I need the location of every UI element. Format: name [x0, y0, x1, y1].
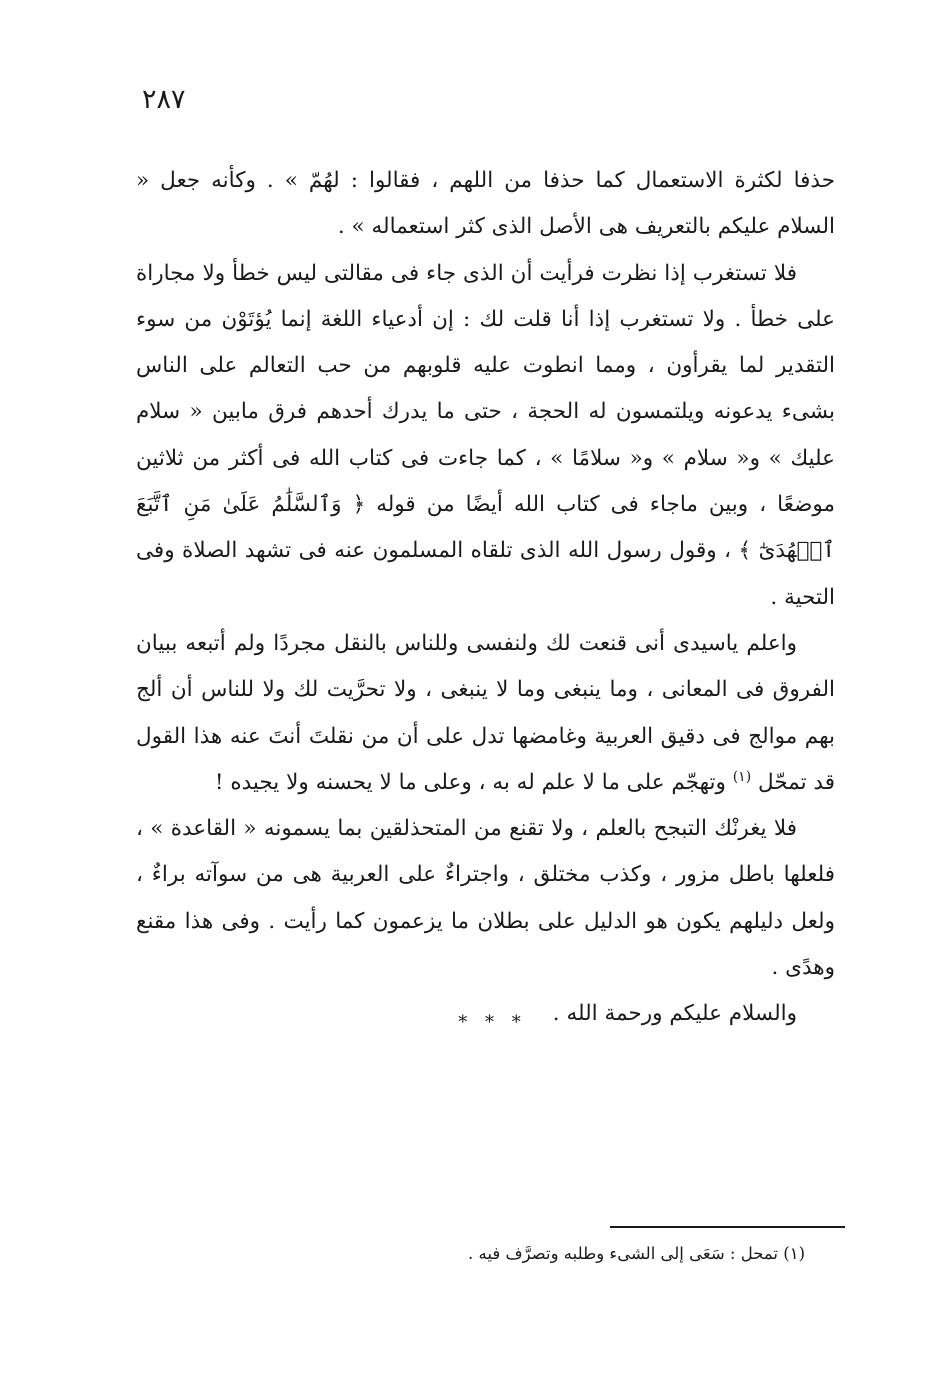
section-separator: * * * [458, 1012, 527, 1033]
footnote: (١) تمحل : سَعَى إلى الشىء وطلبه وتصرَّف فيه . [468, 1244, 805, 1263]
paragraph-4: فلا يغرنْك التبجح بالعلم ، ولا تقنع من المتحذلقين بما يسمونه « القاعدة » ، فلعلها باطل مزور ، وكذب مختلق ، واجتراءٌ على العربية هى من سوآته براءٌ ، ولعل دليلهم يكون هو الدليل على بطلان ما يزعمون كما رأيت . وفى هذا مقنع وهدًى . [136, 816, 835, 981]
paragraph-3 [136, 621, 835, 806]
paragraph-1: حذفا لكثرة الاستعمال كما حذفا من اللهم ، فقالوا : لهُمّ » . وكأنه جعل « السلام عليكم بالتعريف هى الأصل الذى كثر استعماله » . [136, 168, 835, 240]
paragraph-3-continuation: وتهجّم على ما لا علم له به ، وعلى ما لا يحسنه ولا يجيده ! [214, 769, 726, 795]
footnote-reference[interactable]: (١) [732, 768, 752, 785]
page-number: ٢٨٧ [142, 84, 186, 115]
footnote-divider [610, 1226, 845, 1228]
paragraph-2: فلا تستغرب إذا نظرت فرأيت أن الذى جاء فى مقالتى ليس خطأ ولا مجاراة على خطأ . ولا تستغرب إذا أنا قلت لك : إن أدعياء اللغة إنما يُؤتَوْن من سوء التقدير لما يقرأون ، ومما انطوت عليه قلوبهم من حب التعالم على الناس بشىء يدعونه ويلتمسون له الحجة ، حتى ما يدرك أحدهم فرق مابين « سلام عليك » و« سلام » و« سلامًا » ، كما جاءت فى كتاب الله فى أكثر من ثلاثين موضعًا ، وبين ماجاء فى كتاب الله أيضًا من قوله ﴿ وَٱلسَّلَٰمُ عَلَىٰ مَنِ ٱتَّبَعَ ٱلۡهُدَىٰٓ ﴾ ، وقول رسول الله الذى تلقاه المسلمون عنه فى تشهد الصلاة وفى التحية . [136, 260, 835, 610]
body-text [136, 158, 835, 1038]
paragraph-3-text: واعلم ياسيدى أنى قنعت لك ولنفسى وللناس بالنقل مجردًا ولم أتبعه ببيان الفروق فى المعانى ، وما ينبغى وما لا ينبغى ، ولا تحرَّيت لك ولا للناس أن ألج بهم موالج فى دقيق العربية وغامضها تدل على أن من نقلتَ أنتَ عنه هذا القول قد تمحّل [136, 630, 835, 795]
closing-salutation: والسلام عليكم ورحمة الله . [552, 1001, 797, 1027]
